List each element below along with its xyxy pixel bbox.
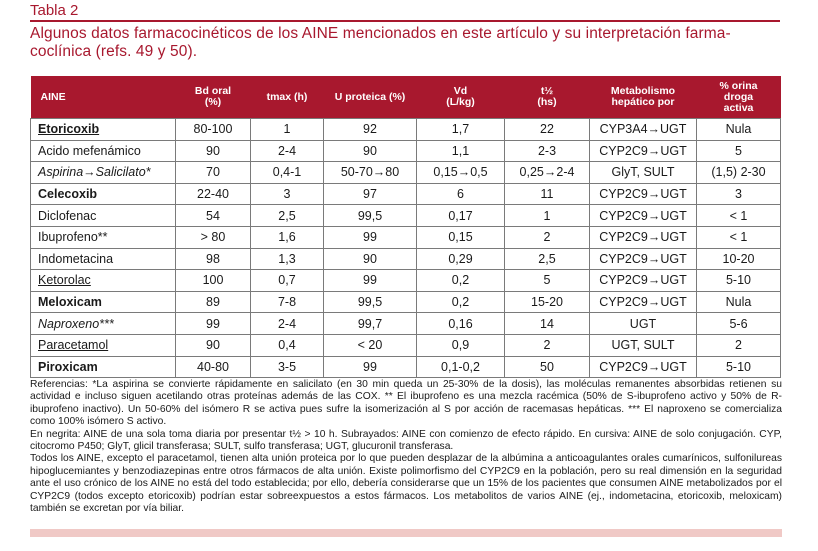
cell-orina: 5-6 [697, 313, 781, 335]
cell-tmax: 2-4 [251, 313, 324, 335]
cell-thalf: 11 [505, 183, 590, 205]
cell-vd: 0,9 [417, 334, 505, 356]
cell-metab: CYP2C9→UGT [590, 226, 697, 248]
header-tmax: tmax (h) [251, 76, 324, 119]
table-row [31, 119, 781, 141]
cell-tmax: 2,5 [251, 205, 324, 227]
table-row [31, 291, 781, 313]
cell-thalf: 0,25→2-4 [505, 162, 590, 184]
cell-uprot: 90 [324, 248, 417, 270]
table-row [31, 162, 781, 184]
cell-metab: CYP2C9→UGT [590, 291, 697, 313]
cell-thalf: 50 [505, 356, 590, 378]
cell-tmax: 0,7 [251, 270, 324, 292]
cell-aine: Meloxicam [31, 291, 176, 313]
table-row [31, 226, 781, 248]
cell-uprot: 97 [324, 183, 417, 205]
cell-orina: 10-20 [697, 248, 781, 270]
cell-aine: Indometacina [31, 248, 176, 270]
table-caption [30, 25, 780, 61]
cell-aine: Acido mefenámico [31, 140, 176, 162]
cell-uprot: 99 [324, 270, 417, 292]
table-row [31, 270, 781, 292]
cell-bd: 22-40 [176, 183, 251, 205]
caption-line-1: Algunos datos farmacocinéticos de los AINE mencionados en este artículo y su interpretación farma- [30, 25, 731, 42]
header-orina: % orina droga activa [697, 76, 781, 119]
cell-bd: 100 [176, 270, 251, 292]
cell-bd: 89 [176, 291, 251, 313]
header-row [31, 76, 781, 119]
cell-aine: Diclofenac [31, 205, 176, 227]
cell-orina: Nula [697, 291, 781, 313]
cell-vd: 0,2 [417, 291, 505, 313]
note-references: Referencias: *La aspirina se convierte rápidamente en salicilato (en 30 min queda un 25-30% de la dosis), las moléculas remanentes absorbidas retienen su actividad e incluso siguen acetilando otras proteínas además de las COX. ** El ibuprofeno es una mezcla racémica (50% de S-ibuprofeno activo y 50% de R-ibuprofeno inactivo). Un 50-60% del isómero R se activa pues sufre la isomerización al S por acción de racemasas hepáticas. *** El naproxeno se comercializa como 100% isómero S activo. [30, 379, 782, 428]
cell-vd: 6 [417, 183, 505, 205]
cell-orina: < 1 [697, 205, 781, 227]
cell-bd: 90 [176, 334, 251, 356]
header-vd: Vd (L/kg) [417, 76, 505, 119]
cell-vd: 0,29 [417, 248, 505, 270]
cell-thalf: 5 [505, 270, 590, 292]
cell-tmax: 1 [251, 119, 324, 141]
cell-bd: 99 [176, 313, 251, 335]
cell-metab: CYP2C9→UGT [590, 140, 697, 162]
cell-orina: (1,5) 2-30 [697, 162, 781, 184]
cell-thalf: 2 [505, 334, 590, 356]
cell-tmax: 3-5 [251, 356, 324, 378]
cell-bd: 90 [176, 140, 251, 162]
cell-thalf: 2 [505, 226, 590, 248]
caption-line-2: coclínica (refs. 49 y 50). [30, 43, 198, 60]
cell-metab: UGT [590, 313, 697, 335]
cell-bd: 54 [176, 205, 251, 227]
cell-orina: 5 [697, 140, 781, 162]
cell-metab: CYP3A4→UGT [590, 119, 697, 141]
pharmacokinetics-table [30, 76, 781, 378]
cell-aine: Ibuprofeno** [31, 226, 176, 248]
cell-vd: 0,2 [417, 270, 505, 292]
cell-uprot: 99,5 [324, 205, 417, 227]
cell-metab: GlyT, SULT [590, 162, 697, 184]
cell-vd: 0,1-0,2 [417, 356, 505, 378]
cell-uprot: 99 [324, 356, 417, 378]
cell-aine: Aspirina→Salicilato* [31, 162, 176, 184]
cell-aine: Ketorolac [31, 270, 176, 292]
cell-aine: Paracetamol [31, 334, 176, 356]
cell-uprot: 90 [324, 140, 417, 162]
table-label: Tabla 2 [30, 2, 79, 19]
cell-tmax: 2-4 [251, 140, 324, 162]
cell-metab: CYP2C9→UGT [590, 270, 697, 292]
cell-uprot: < 20 [324, 334, 417, 356]
cell-bd: > 80 [176, 226, 251, 248]
header-bd: Bd oral (%) [176, 76, 251, 119]
cell-orina: 5-10 [697, 270, 781, 292]
cell-aine: Celecoxib [31, 183, 176, 205]
header-aine: AINE [31, 76, 176, 119]
cell-aine: Etoricoxib [31, 119, 176, 141]
note-interactions: Todos los AINE, excepto el paracetamol, tienen alta unión proteica por lo que pueden desplazar de la albúmina a anticoagulantes orales cumarínicos, sulfonilureas hipoglucemiantes y benzodiazepinas entre otros fármacos de alta unión. Existe polimorfismo del CYP2C9 en la población, pero su real dimensión en la seguridad ante el uso crónico de los AINE no está del todo establecida; por ello, debería considerarse que un 15% de los pacientes que consumen AINE metabolizados por el CYP2C9 (todos excepto etoricoxib) podrían estar sobreexpuestos a estos fármacos. Los metabolitos de varios AINE (ej., indometacina, etoricoxib, meloxicam) también se excretan por vía biliar. [30, 453, 782, 515]
table-row [31, 334, 781, 356]
cell-vd: 1,1 [417, 140, 505, 162]
table-row [31, 140, 781, 162]
cell-thalf: 1 [505, 205, 590, 227]
table-row [31, 205, 781, 227]
cell-metab: UGT, SULT [590, 334, 697, 356]
header-thalf: t½ (hs) [505, 76, 590, 119]
cell-uprot: 50-70→80 [324, 162, 417, 184]
cell-orina: 5-10 [697, 356, 781, 378]
cell-orina: 3 [697, 183, 781, 205]
note-legend: En negrita: AINE de una sola toma diaria por presentar t½ > 10 h. Subrayados: AINE con comienzo de efecto rápido. En cursiva: AINE de solo conjugación. CYP, citocromo P450; GlyT, glicil transferasa; SULT, sulfo transferasa; UGT, glucuronil transferasa. [30, 428, 782, 453]
cell-tmax: 0,4 [251, 334, 324, 356]
cell-uprot: 99,5 [324, 291, 417, 313]
table-notes [30, 379, 782, 515]
cell-thalf: 22 [505, 119, 590, 141]
cell-bd: 40-80 [176, 356, 251, 378]
cell-tmax: 0,4-1 [251, 162, 324, 184]
cell-orina: Nula [697, 119, 781, 141]
cell-vd: 0,15→0,5 [417, 162, 505, 184]
cell-bd: 80-100 [176, 119, 251, 141]
table-row [31, 183, 781, 205]
cell-uprot: 99,7 [324, 313, 417, 335]
cell-vd: 0,15 [417, 226, 505, 248]
cell-uprot: 99 [324, 226, 417, 248]
cell-metab: CYP2C9→UGT [590, 356, 697, 378]
cell-vd: 0,16 [417, 313, 505, 335]
cell-uprot: 92 [324, 119, 417, 141]
cell-metab: CYP2C9→UGT [590, 183, 697, 205]
cell-orina: < 1 [697, 226, 781, 248]
cell-bd: 70 [176, 162, 251, 184]
cell-tmax: 1,3 [251, 248, 324, 270]
cell-metab: CYP2C9→UGT [590, 205, 697, 227]
header-metab: Metabolismo hepático por [590, 76, 697, 119]
cell-orina: 2 [697, 334, 781, 356]
cell-tmax: 7-8 [251, 291, 324, 313]
cell-vd: 1,7 [417, 119, 505, 141]
cell-tmax: 3 [251, 183, 324, 205]
table-row [31, 356, 781, 378]
table-row [31, 313, 781, 335]
cell-aine: Naproxeno*** [31, 313, 176, 335]
cell-metab: CYP2C9→UGT [590, 248, 697, 270]
cell-bd: 98 [176, 248, 251, 270]
cell-thalf: 2,5 [505, 248, 590, 270]
cell-aine: Piroxicam [31, 356, 176, 378]
header-uprot: U proteica (%) [324, 76, 417, 119]
cell-thalf: 15-20 [505, 291, 590, 313]
footer-bar [30, 529, 782, 537]
cell-thalf: 14 [505, 313, 590, 335]
table-row [31, 248, 781, 270]
cell-thalf: 2-3 [505, 140, 590, 162]
cell-tmax: 1,6 [251, 226, 324, 248]
top-rule [30, 20, 780, 22]
cell-vd: 0,17 [417, 205, 505, 227]
